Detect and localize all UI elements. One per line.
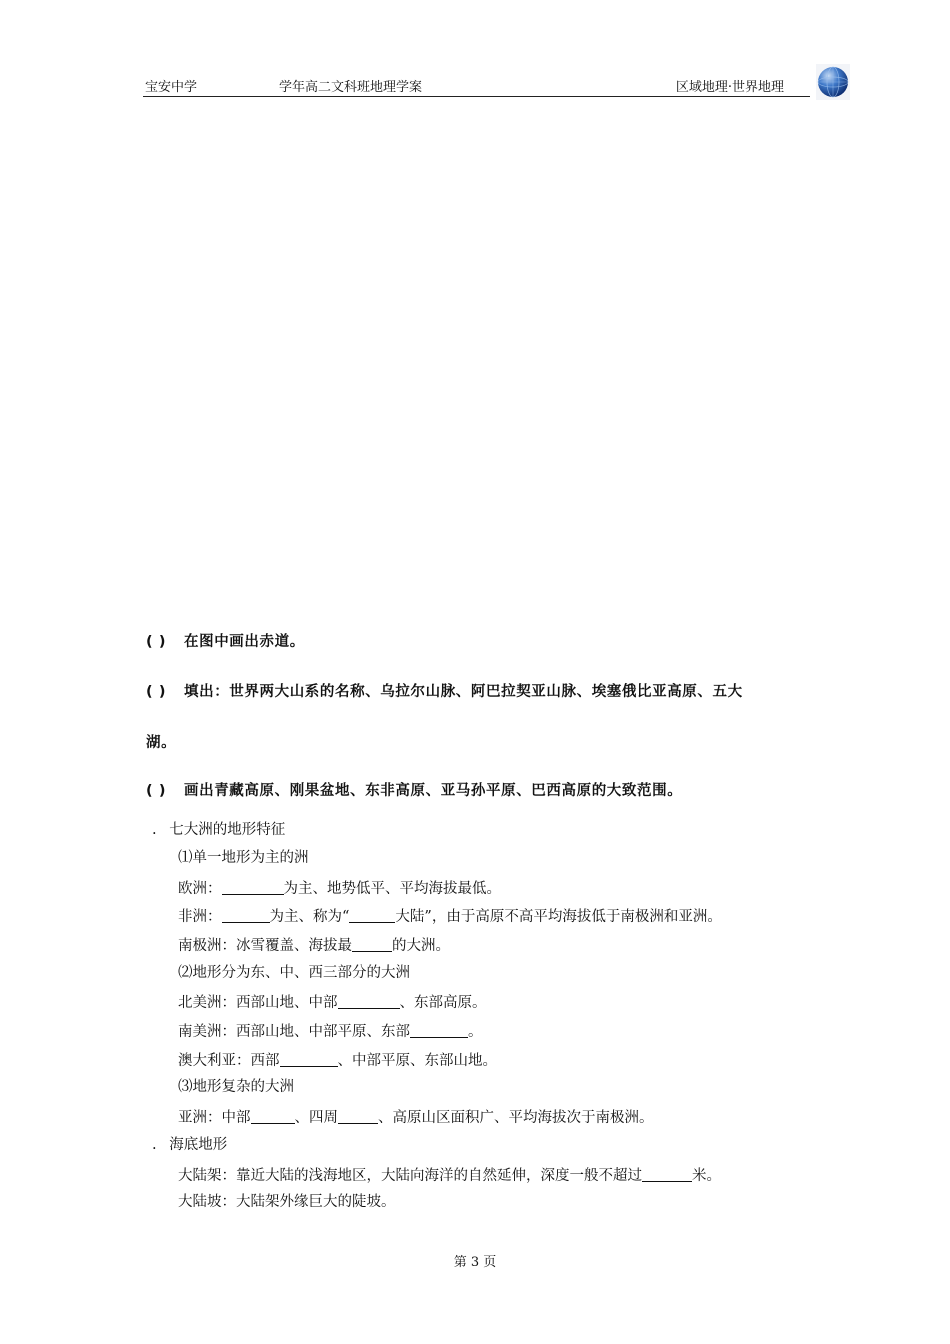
blank-antarctica[interactable] <box>352 937 392 952</box>
document-title: 学年高二文科班地理学案 <box>279 80 423 95</box>
line-australia: 澳大利亚：西部 、中部平原、东部山地。 <box>178 1053 497 1069</box>
section-number: . <box>152 1137 157 1153</box>
blank-africa-nickname[interactable] <box>349 908 395 923</box>
school-name: 宝安中学 <box>145 80 198 95</box>
section-number: . <box>152 822 157 838</box>
subheading-single-landform: ⑴单一地形为主的洲 <box>178 850 309 866</box>
section-heading-continents <box>152 823 285 838</box>
globe-icon <box>816 64 850 100</box>
section-heading-seafloor <box>152 1138 227 1153</box>
line-antarctica: 南极洲：冰雪覆盖、海拔最 的大洲。 <box>178 938 450 954</box>
blank-africa-landform[interactable] <box>222 908 270 923</box>
task-fill-names: ( ) 填出：世界两大山系的名称、乌拉尔山脉、阿巴拉契亚山脉、埃塞俄比亚高原、五大 <box>146 684 743 700</box>
line-continental-shelf: 大陆架：靠近大陆的浅海地区，大陆向海洋的自然延伸，深度一般不超过 米。 <box>178 1168 721 1184</box>
task-fill-names-continued: 湖。 <box>146 735 177 751</box>
page-number: 第 3 页 <box>453 1255 497 1270</box>
task-equator: ( ) 在图中画出赤道。 <box>146 634 305 650</box>
blank-asia-center[interactable] <box>251 1109 295 1124</box>
line-asia: 亚洲：中部 、四周 、高原山区面积广、平均海拔次于南极洲。 <box>178 1110 654 1126</box>
line-continental-slope: 大陆坡：大陆架外缘巨大的陡坡。 <box>178 1194 396 1210</box>
subject-title: 区域地理·世界地理 <box>675 80 784 95</box>
blank-australia[interactable] <box>280 1052 338 1067</box>
line-south-america: 南美洲：西部山地、中部平原、东部 。 <box>178 1024 483 1040</box>
line-north-america: 北美洲：西部山地、中部 、东部高原。 <box>178 995 487 1011</box>
task-draw-regions: ( ) 画出青藏高原、刚果盆地、东非高原、亚马孙平原、巴西高原的大致范围。 <box>146 783 683 799</box>
line-europe: 欧洲： 为主、地势低平、平均海拔最低。 <box>178 881 501 897</box>
page-header <box>143 72 810 97</box>
blank-north-america[interactable] <box>338 994 400 1009</box>
blank-asia-periphery[interactable] <box>338 1109 378 1124</box>
blank-shelf-depth[interactable] <box>642 1167 692 1182</box>
subheading-three-part: ⑵地形分为东、中、西三部分的大洲 <box>178 965 410 981</box>
blank-europe[interactable] <box>222 880 284 895</box>
section-title: 海底地形 <box>169 1137 228 1153</box>
subheading-complex: ⑶地形复杂的大洲 <box>178 1079 294 1095</box>
line-africa: 非洲： 为主、称为“ 大陆”，由于高原不高平均海拔低于南极洲和亚洲。 <box>178 909 722 925</box>
blank-south-america[interactable] <box>410 1023 468 1038</box>
section-title: 七大洲的地形特征 <box>169 822 286 838</box>
